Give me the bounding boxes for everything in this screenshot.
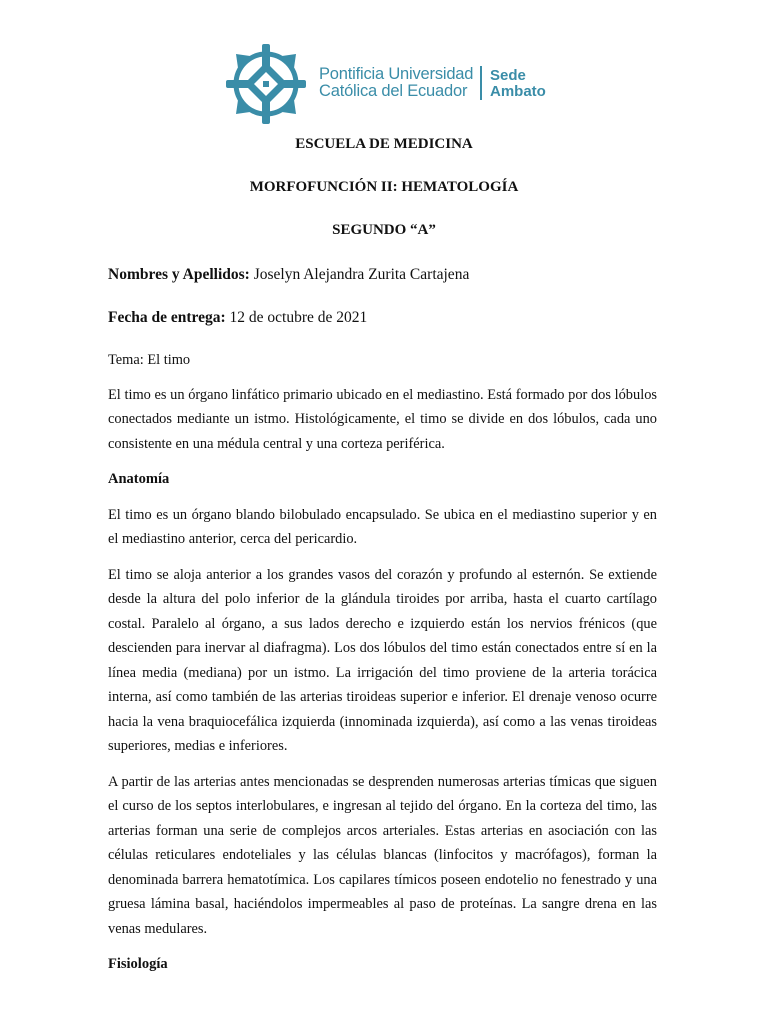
physiology-heading: Fisiología <box>108 956 168 972</box>
university-logo <box>224 42 554 126</box>
logo-line-1: Pontificia Universidad <box>319 65 474 83</box>
logo-campus-label: Ambato <box>490 82 546 100</box>
logo-campus <box>490 68 546 99</box>
university-emblem-icon <box>224 42 308 126</box>
logo-sede-label: Sede <box>490 67 526 84</box>
anatomy-paragraph-3: A partir de las arterias antes mencionadas se desprenden numerosas arterias tímicas que siguen el curso de los septos interlobulares, e ingresan al tejido del órgano. En la corteza del timo, las arterias forman una serie de complejos arcos arteriales. Estas arterias en asociación con las células reticulares endoteliales y las células blancas (linfocitos y macrófagos), forman la denominada barrera hematotímica. Los capilares tímicos poseen endotelio no fenestrado y una gruesa lámina basal, haciéndolos impermeables al paso de proteínas. La sangre drena en las venas medulares. <box>108 773 657 937</box>
logo-line-2: Católica del Ecuador <box>319 82 468 100</box>
student-name-label: Nombres y Apellidos: <box>108 266 250 283</box>
logo-divider <box>480 66 482 100</box>
intro-paragraph: El timo es un órgano linfático primario ubicado en el mediastino. Está formado por dos lóbulos conectados mediante un istmo. Histológicamente, el timo se divide en dos lóbulos, cada uno consistente en una médula central y una corteza periférica. <box>108 386 657 452</box>
anatomy-paragraph-1: El timo es un órgano blando bilobulado encapsulado. Se ubica en el mediastino superior y en el mediastino anterior, cerca del pericardio. <box>108 506 657 547</box>
delivery-date-value: 12 de octubre de 2021 <box>225 309 368 326</box>
student-name-field <box>108 266 469 284</box>
document-body <box>108 348 657 977</box>
delivery-date-label: Fecha de entrega: <box>108 309 226 326</box>
anatomy-paragraph-2: El timo se aloja anterior a los grandes vasos del corazón y profundo al esternón. Se extiende desde la altura del polo inferior de la glándula tiroides por arriba, hasta el cuarto cartílago costal. Paralelo al órgano, a sus lados derecho e izquierdo están los nervios frénicos (que descienden para inervar al diafragma). Los dos lóbulos del timo están conectados entre sí en la línea media (mediana) por un istmo. La irrigación del timo proviene de la arteria torácica interna, así como también de las arterias tiroideas superior e inferior. El drenaje venoso ocurre hacia la vena braquiocefálica izquierda (innominada izquierda), así como a las venas tiroideas superiores, medias e inferiores. <box>108 566 657 754</box>
subject-title: MORFOFUNCIÓN II: HEMATOLOGÍA <box>249 179 519 195</box>
student-name-value: Joselyn Alejandra Zurita Cartajena <box>249 266 470 283</box>
topic-line: Tema: El timo <box>108 352 191 368</box>
school-title: ESCUELA DE MEDICINA <box>295 136 473 152</box>
logo-text <box>319 66 473 100</box>
group-title: SEGUNDO “A” <box>332 222 436 238</box>
anatomy-heading: Anatomía <box>108 471 170 487</box>
delivery-date-field <box>108 309 367 327</box>
